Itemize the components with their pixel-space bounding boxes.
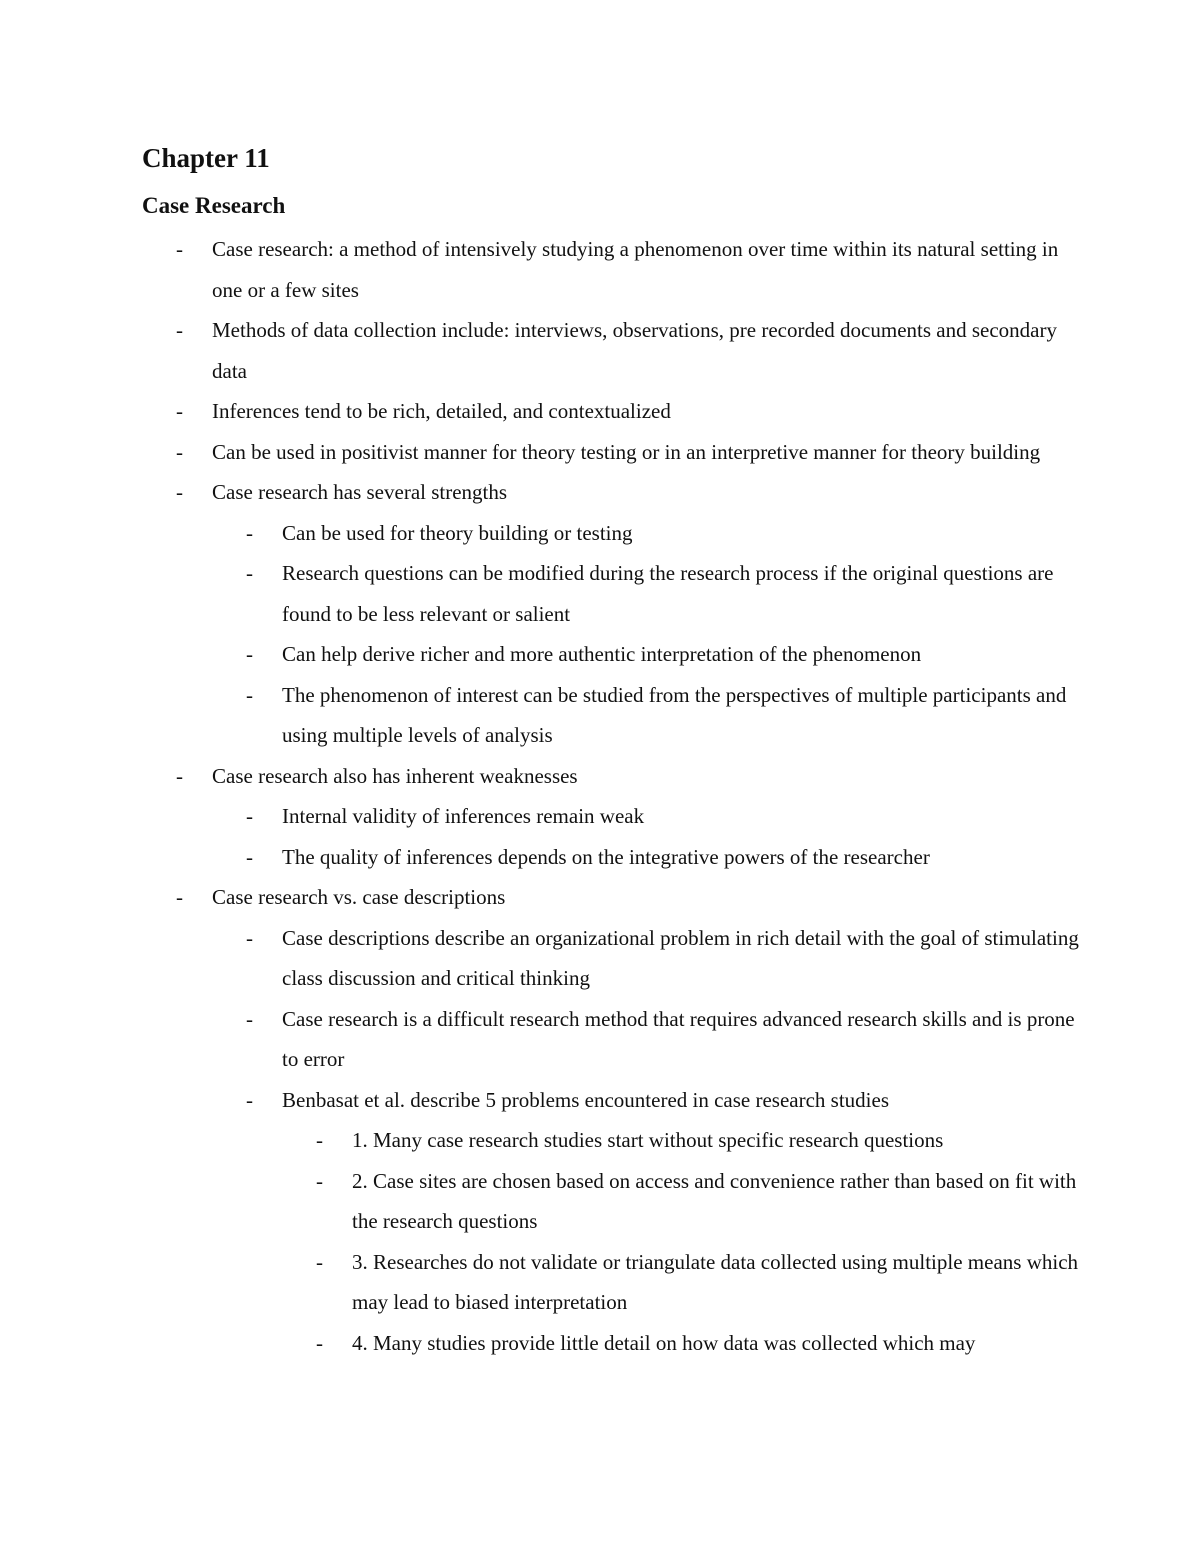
- bullet-item-level-2: [142, 1323, 1082, 1364]
- bullet-text: The quality of inferences depends on the integrative powers of the researcher: [282, 844, 930, 869]
- bullet-text: Case research is a difficult research method that requires advanced research skills and is prone to error: [282, 1006, 1075, 1071]
- bullet-marker: -: [246, 642, 253, 666]
- bullet-item-level-0: [142, 877, 1082, 918]
- bullet-marker: -: [176, 480, 183, 504]
- section-title: Case Research: [142, 193, 286, 218]
- bullet-text: Case research: a method of intensively studying a phenomenon over time within its natural setting in one or a few sites: [212, 237, 1059, 302]
- bullet-item-level-1: [142, 675, 1082, 756]
- bullet-marker: -: [246, 520, 253, 545]
- bullet-text: Case research vs. case descriptions: [212, 885, 506, 909]
- bullet-text: 2. Case sites are chosen based on access and convenience rather than based on fit with the research questions: [352, 1168, 1077, 1233]
- bullet-item-level-0: [142, 756, 1082, 797]
- bullet-item-level-0: [142, 391, 1082, 432]
- bullet-marker: -: [246, 682, 253, 707]
- bullet-marker: -: [176, 763, 183, 788]
- bullet-item-level-1: [142, 553, 1082, 634]
- bullet-marker: -: [316, 1168, 323, 1193]
- chapter-title: Chapter 11: [142, 143, 270, 173]
- bullet-text: Internal validity of inferences remain weak: [282, 804, 645, 828]
- bullet-marker: -: [316, 1249, 323, 1274]
- bullet-item-level-1: [142, 999, 1082, 1080]
- bullet-item-level-0: [142, 432, 1082, 473]
- bullet-item-level-1: [142, 634, 1082, 675]
- bullet-item-level-1: [142, 918, 1082, 999]
- bullet-text: Case descriptions describe an organizational problem in rich detail with the goal of stimulating class discussion and critical thinking: [282, 925, 1079, 990]
- bullet-marker: -: [246, 1087, 253, 1112]
- bullet-list: [142, 229, 1082, 1363]
- bullet-marker: -: [246, 561, 253, 585]
- bullet-marker: -: [176, 399, 183, 423]
- bullet-marker: -: [176, 439, 183, 464]
- bullet-text: 1. Many case research studies start without specific research questions: [352, 1128, 944, 1152]
- bullet-text: Methods of data collection include: interviews, observations, pre recorded documents and secondary data: [212, 318, 1057, 383]
- bullet-marker: -: [176, 318, 183, 342]
- bullet-text: Research questions can be modified during the research process if the original questions are found to be less relevant or salient: [282, 561, 1054, 626]
- bullet-text: Benbasat et al. describe 5 problems encountered in case research studies: [282, 1087, 890, 1112]
- bullet-item-level-1: [142, 837, 1082, 878]
- bullet-text: Inferences tend to be rich, detailed, and contextualized: [212, 399, 671, 423]
- page-content: [142, 140, 1082, 1363]
- bullet-text: Case research has several strengths: [212, 480, 508, 504]
- bullet-marker: -: [176, 237, 183, 261]
- bullet-marker: -: [176, 885, 183, 909]
- bullet-item-level-2: [142, 1161, 1082, 1242]
- bullet-item-level-0: [142, 472, 1082, 513]
- bullet-text: Can be used for theory building or testing: [282, 520, 633, 545]
- bullet-text: Can be used in positivist manner for theory testing or in an interpretive manner for theory building: [212, 439, 1041, 464]
- bullet-text: Case research also has inherent weaknesses: [212, 763, 578, 788]
- bullet-marker: -: [246, 925, 253, 950]
- bullet-item-level-0: [142, 229, 1082, 310]
- bullet-text: Can help derive richer and more authentic interpretation of the phenomenon: [282, 642, 922, 666]
- bullet-marker: -: [246, 844, 253, 869]
- bullet-item-level-2: [142, 1242, 1082, 1323]
- bullet-item-level-1: [142, 1080, 1082, 1121]
- bullet-marker: -: [316, 1128, 323, 1152]
- bullet-item-level-0: [142, 310, 1082, 391]
- bullet-marker: -: [316, 1330, 323, 1355]
- bullet-text: 4. Many studies provide little detail on how data was collected which may: [352, 1330, 976, 1355]
- bullet-text: The phenomenon of interest can be studied from the perspectives of multiple participants and using multiple levels of analysis: [282, 682, 1067, 747]
- bullet-marker: -: [246, 1006, 253, 1031]
- bullet-item-level-1: [142, 513, 1082, 554]
- bullet-item-level-1: [142, 796, 1082, 837]
- bullet-text: 3. Researches do not validate or triangulate data collected using multiple means which may lead to biased interpretation: [352, 1249, 1079, 1314]
- bullet-item-level-2: [142, 1120, 1082, 1161]
- bullet-marker: -: [246, 804, 253, 828]
